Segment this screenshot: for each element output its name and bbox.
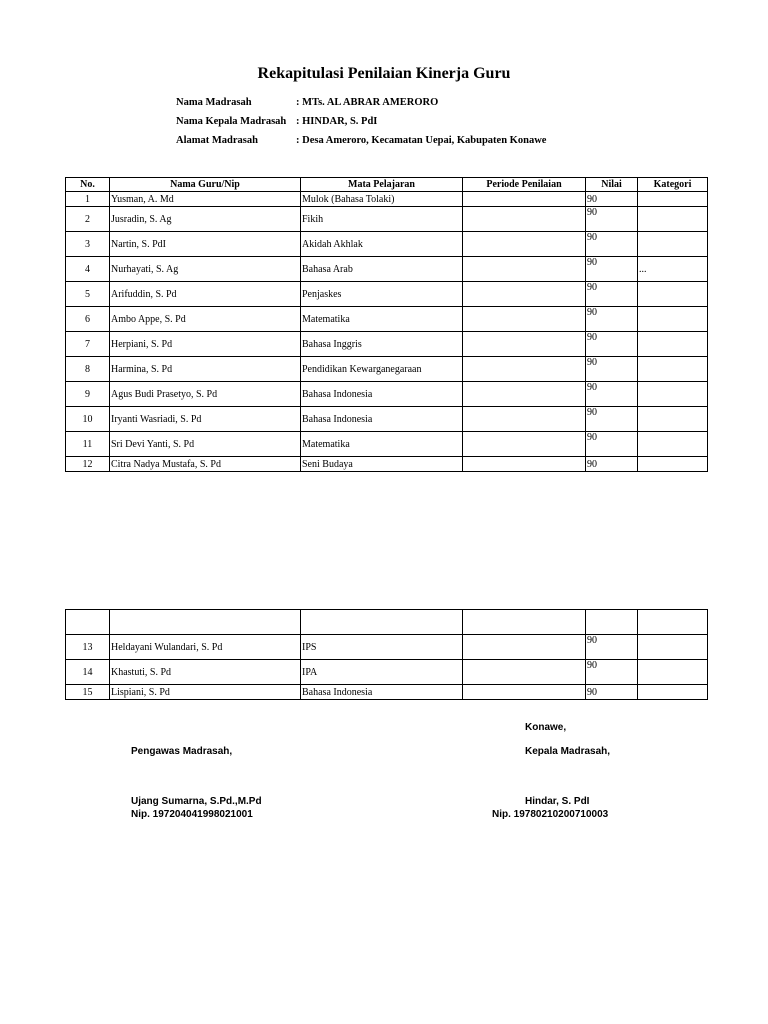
info-value: : MTs. AL ABRAR AMERORO [296, 97, 439, 108]
cell-no: 1 [66, 192, 110, 207]
cell-category [638, 232, 708, 257]
cell-name: Sri Devi Yanti, S. Pd [110, 432, 301, 457]
cell-category [638, 192, 708, 207]
principal-role: Kepala Madrasah, [525, 746, 611, 757]
cell-name: Agus Budi Prasetyo, S. Pd [110, 382, 301, 407]
cell-category [638, 457, 708, 472]
cell-score: 90 [586, 232, 638, 257]
cell-period [463, 357, 586, 382]
principal-name: Hindar, S. PdI [525, 796, 590, 807]
cell-score: 90 [586, 192, 638, 207]
cell-name: Nartin, S. PdI [110, 232, 301, 257]
cell-period [463, 432, 586, 457]
cell-category [638, 660, 708, 685]
info-row-kepala [176, 116, 377, 127]
table-row [66, 332, 708, 357]
cell-name: Heldayani Wulandari, S. Pd [110, 635, 301, 660]
cell-period [463, 207, 586, 232]
cell-score: 90 [586, 357, 638, 382]
supervisor-nip: Nip. 197204041998021001 [131, 809, 253, 820]
cell-period [463, 635, 586, 660]
cell-subject: Seni Budaya [301, 457, 463, 472]
cell-period [463, 685, 586, 700]
table-row [66, 307, 708, 332]
cell-name: Arifuddin, S. Pd [110, 282, 301, 307]
cell-score: 90 [586, 307, 638, 332]
cell-score: 90 [586, 257, 638, 282]
cell-subject: Penjaskes [301, 282, 463, 307]
cell-no: 14 [66, 660, 110, 685]
supervisor-name: Ujang Sumarna, S.Pd.,M.Pd [131, 796, 262, 807]
table-row [66, 660, 708, 685]
table-row [66, 457, 708, 472]
cell-no: 6 [66, 307, 110, 332]
cell-period [463, 307, 586, 332]
cell-subject: Matematika [301, 307, 463, 332]
cell-name: Nurhayati, S. Ag [110, 257, 301, 282]
cell-category [638, 432, 708, 457]
cell-no: 2 [66, 207, 110, 232]
info-value: : Desa Ameroro, Kecamatan Uepai, Kabupaten Konawe [296, 135, 547, 146]
cell-no: 13 [66, 635, 110, 660]
cell-subject: IPA [301, 660, 463, 685]
cell-score: 90 [586, 635, 638, 660]
header-score: Nilai [586, 178, 638, 192]
cell-subject: Bahasa Indonesia [301, 407, 463, 432]
cell-name: Herpiani, S. Pd [110, 332, 301, 357]
cell-name: Khastuti, S. Pd [110, 660, 301, 685]
cell-score: 90 [586, 207, 638, 232]
cell-name: Ambo Appe, S. Pd [110, 307, 301, 332]
table-row [66, 685, 708, 700]
cell-name: Lispiani, S. Pd [110, 685, 301, 700]
table-row [66, 282, 708, 307]
cell-name: Citra Nadya Mustafa, S. Pd [110, 457, 301, 472]
header-category: Kategori [638, 178, 708, 192]
info-row-madrasah [176, 97, 438, 108]
teacher-assessment-table [65, 177, 708, 472]
cell-score: 90 [586, 382, 638, 407]
cell-period [463, 192, 586, 207]
principal-nip: Nip. 19780210200710003 [492, 809, 609, 820]
header-name: Nama Guru/Nip [110, 178, 301, 192]
cell-no: 7 [66, 332, 110, 357]
cell-score: 90 [586, 432, 638, 457]
cell-period [463, 257, 586, 282]
cell-period [463, 332, 586, 357]
cell-subject: Mulok (Bahasa Tolaki) [301, 192, 463, 207]
table-row [66, 432, 708, 457]
cell-subject: Bahasa Arab [301, 257, 463, 282]
cell-category [638, 635, 708, 660]
cell-category [638, 382, 708, 407]
cell-category [638, 685, 708, 700]
cell-subject: Bahasa Indonesia [301, 382, 463, 407]
document-title: Rekapitulasi Penilaian Kinerja Guru [257, 65, 511, 82]
cell-period [463, 407, 586, 432]
info-value: : HINDAR, S. PdI [296, 116, 378, 127]
cell-category [638, 332, 708, 357]
cell-no: 8 [66, 357, 110, 382]
cell-name: Jusradin, S. Ag [110, 207, 301, 232]
table-row [66, 407, 708, 432]
info-label: Nama Kepala Madrasah [176, 116, 287, 127]
table-header-row [66, 178, 708, 192]
table-row [66, 232, 708, 257]
cell-category [638, 282, 708, 307]
cell-score: 90 [586, 332, 638, 357]
table-row [66, 357, 708, 382]
cell-subject: IPS [301, 635, 463, 660]
cell-category [638, 207, 708, 232]
cell-score: 90 [586, 407, 638, 432]
cell-no: 5 [66, 282, 110, 307]
cell-subject: Fikih [301, 207, 463, 232]
cell-score: 90 [586, 660, 638, 685]
cell-no: 4 [66, 257, 110, 282]
cell-category [638, 307, 708, 332]
table-row [66, 192, 708, 207]
signature-place: Konawe, [525, 722, 567, 733]
cell-score: 90 [586, 685, 638, 700]
table-row [66, 257, 708, 282]
cell-period [463, 660, 586, 685]
cell-score: 90 [586, 457, 638, 472]
blank-row [66, 610, 708, 635]
header-period: Periode Penilaian [463, 178, 586, 192]
cell-no: 10 [66, 407, 110, 432]
cell-period [463, 382, 586, 407]
teacher-assessment-table-continued [65, 609, 708, 700]
cell-subject: Matematika [301, 432, 463, 457]
cell-period [463, 232, 586, 257]
header-no: No. [66, 178, 110, 192]
cell-subject: Pendidikan Kewarganegaraan [301, 357, 463, 382]
cell-no: 9 [66, 382, 110, 407]
table-row [66, 635, 708, 660]
cell-category [638, 357, 708, 382]
cell-no: 12 [66, 457, 110, 472]
info-row-alamat [176, 135, 546, 146]
cell-subject: Bahasa Inggris [301, 332, 463, 357]
supervisor-role: Pengawas Madrasah, [131, 746, 233, 757]
table-row [66, 382, 708, 407]
cell-no: 3 [66, 232, 110, 257]
cell-score: 90 [586, 282, 638, 307]
cell-no: 15 [66, 685, 110, 700]
cell-period [463, 457, 586, 472]
table-row [66, 207, 708, 232]
header-subject: Mata Pelajaran [301, 178, 463, 192]
info-label: Nama Madrasah [176, 97, 252, 108]
cell-subject: Bahasa Indonesia [301, 685, 463, 700]
cell-category [638, 407, 708, 432]
info-label: Alamat Madrasah [176, 135, 258, 146]
cell-category: ... [638, 257, 708, 282]
cell-subject: Akidah Akhlak [301, 232, 463, 257]
cell-period [463, 282, 586, 307]
cell-no: 11 [66, 432, 110, 457]
cell-name: Harmina, S. Pd [110, 357, 301, 382]
cell-name: Iryanti Wasriadi, S. Pd [110, 407, 301, 432]
cell-name: Yusman, A. Md [110, 192, 301, 207]
